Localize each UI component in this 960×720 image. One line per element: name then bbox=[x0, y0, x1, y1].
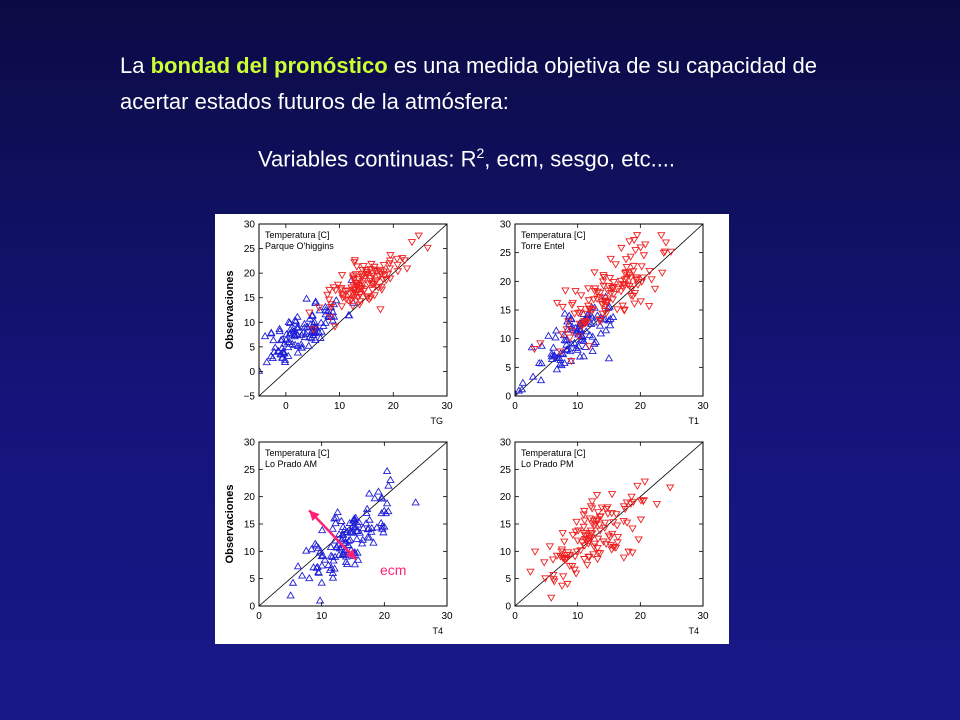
data-point bbox=[637, 299, 644, 305]
data-point bbox=[663, 240, 670, 246]
y-tick-label: 20 bbox=[499, 492, 511, 504]
continuous-variables-line bbox=[258, 145, 675, 172]
y-axis-label: Observaciones bbox=[224, 270, 236, 350]
data-point bbox=[604, 505, 611, 511]
data-point bbox=[561, 310, 568, 316]
series-red bbox=[527, 479, 674, 601]
data-point bbox=[542, 576, 549, 582]
data-point bbox=[415, 233, 422, 239]
x-tick-label: 10 bbox=[316, 611, 328, 622]
data-point bbox=[614, 307, 621, 313]
y-tick-label: 15 bbox=[243, 519, 255, 531]
data-point bbox=[530, 373, 537, 379]
data-point bbox=[638, 517, 645, 523]
data-point bbox=[607, 275, 614, 281]
y-tick-label: 5 bbox=[249, 574, 255, 586]
data-point bbox=[546, 544, 553, 550]
scatter-panel-3 bbox=[224, 438, 453, 637]
x-tick-label: 30 bbox=[441, 611, 453, 622]
data-point bbox=[554, 366, 561, 372]
data-point bbox=[668, 249, 675, 255]
data-point bbox=[591, 270, 598, 276]
scatter-figure-panel bbox=[215, 214, 729, 644]
data-point bbox=[594, 492, 601, 498]
data-point bbox=[519, 380, 526, 386]
r-squared-superscript: 2 bbox=[476, 145, 485, 161]
data-point bbox=[640, 253, 647, 259]
data-point bbox=[295, 563, 302, 569]
scatter-panel-4 bbox=[500, 438, 709, 637]
subline-start: Variables continuas: R bbox=[258, 146, 477, 172]
data-point bbox=[562, 288, 569, 294]
y-tick-label: 20 bbox=[243, 492, 255, 504]
y-tick-label: 0 bbox=[249, 366, 255, 378]
x-tick-label: 10 bbox=[572, 401, 584, 412]
x-tick-label: 10 bbox=[334, 401, 346, 412]
y-tick-label: 0 bbox=[505, 601, 511, 613]
legend-line-2: Torre Entel bbox=[521, 241, 565, 251]
data-point bbox=[581, 518, 588, 524]
highlight-term: bondad del pronóstico bbox=[150, 53, 388, 78]
data-point bbox=[573, 519, 580, 525]
legend-line-1: Temperatura [C] bbox=[265, 448, 330, 458]
data-point bbox=[541, 560, 548, 566]
ecm-annotation-label: ecm bbox=[380, 562, 407, 578]
data-point bbox=[303, 295, 310, 301]
series-red bbox=[531, 233, 674, 365]
x-tick-label: 20 bbox=[634, 401, 646, 412]
data-point bbox=[605, 355, 612, 361]
data-point bbox=[322, 556, 329, 562]
data-point bbox=[552, 334, 559, 340]
legend-line-2: Lo Prado AM bbox=[265, 459, 318, 469]
data-point bbox=[607, 256, 614, 262]
data-point bbox=[290, 579, 297, 585]
y-tick-label: 10 bbox=[243, 546, 255, 558]
data-point bbox=[641, 479, 648, 485]
data-point bbox=[366, 516, 373, 522]
data-point bbox=[584, 562, 591, 568]
data-point bbox=[667, 485, 674, 491]
data-point bbox=[385, 482, 392, 488]
data-point bbox=[375, 488, 382, 494]
data-point bbox=[614, 523, 621, 529]
data-point bbox=[594, 556, 601, 562]
data-point bbox=[404, 266, 411, 272]
y-tick-label: 25 bbox=[499, 248, 511, 260]
data-point bbox=[338, 304, 345, 310]
data-point bbox=[318, 579, 325, 585]
data-point bbox=[632, 248, 639, 254]
data-point bbox=[424, 245, 431, 251]
data-point bbox=[559, 531, 566, 537]
scatter-panel-2 bbox=[500, 220, 709, 427]
data-point bbox=[287, 592, 294, 598]
data-point bbox=[329, 525, 336, 531]
x-axis-label: TG bbox=[430, 416, 443, 426]
y-tick-label: 25 bbox=[243, 464, 255, 476]
data-point bbox=[620, 555, 627, 561]
x-tick-label: 30 bbox=[441, 401, 453, 412]
y-tick-label: 0 bbox=[505, 391, 511, 403]
data-point bbox=[353, 536, 360, 542]
data-point bbox=[646, 269, 653, 275]
data-point bbox=[399, 256, 406, 262]
data-point bbox=[585, 286, 592, 292]
y-tick-label: 20 bbox=[499, 276, 511, 288]
data-point bbox=[569, 532, 576, 538]
data-point bbox=[634, 483, 641, 489]
y-axis-label: Observaciones bbox=[224, 484, 236, 564]
y-tick-label: 0 bbox=[249, 601, 255, 613]
legend-line-1: Temperatura [C] bbox=[521, 230, 586, 240]
scatter-plots-figure bbox=[215, 214, 729, 644]
data-point bbox=[597, 528, 604, 534]
data-point bbox=[548, 595, 555, 601]
y-tick-label: 15 bbox=[499, 519, 511, 531]
data-point bbox=[638, 264, 645, 270]
x-tick-label: 20 bbox=[387, 401, 399, 412]
series-blue bbox=[287, 468, 419, 603]
data-point bbox=[561, 539, 568, 545]
data-point bbox=[334, 509, 341, 515]
data-point bbox=[319, 562, 326, 568]
data-point bbox=[648, 277, 655, 283]
data-point bbox=[623, 257, 630, 263]
y-tick-label: 15 bbox=[499, 305, 511, 317]
data-point bbox=[263, 359, 270, 365]
data-point bbox=[339, 273, 346, 279]
y-tick-label: 10 bbox=[243, 317, 255, 329]
data-point bbox=[317, 597, 324, 603]
y-tick-label: −5 bbox=[243, 391, 255, 403]
data-point bbox=[305, 343, 312, 349]
subline-end: , ecm, sesgo, etc.... bbox=[484, 146, 676, 172]
data-point bbox=[612, 262, 619, 268]
data-point bbox=[527, 569, 534, 575]
y-tick-label: 25 bbox=[243, 244, 255, 256]
data-point bbox=[380, 529, 387, 535]
data-point bbox=[629, 526, 636, 532]
data-point bbox=[635, 537, 642, 543]
data-point bbox=[578, 293, 585, 299]
data-point bbox=[658, 233, 665, 239]
data-point bbox=[550, 344, 557, 350]
x-tick-label: 0 bbox=[512, 611, 518, 622]
y-tick-label: 25 bbox=[499, 464, 511, 476]
data-point bbox=[609, 492, 616, 498]
y-tick-label: 15 bbox=[243, 293, 255, 305]
data-point bbox=[327, 544, 334, 550]
data-point bbox=[532, 549, 539, 555]
data-point bbox=[510, 388, 517, 394]
x-tick-label: 0 bbox=[283, 401, 289, 412]
data-point bbox=[377, 307, 384, 313]
intro-text-rest: es una medida objetiva de su capacidad de acertar estados futuros de la atmósfera: bbox=[120, 53, 818, 114]
x-axis-label: T1 bbox=[688, 416, 699, 426]
data-point bbox=[409, 240, 416, 246]
x-tick-label: 10 bbox=[572, 611, 584, 622]
y-tick-label: 5 bbox=[505, 574, 511, 586]
data-point bbox=[387, 477, 394, 483]
data-point bbox=[652, 286, 659, 292]
legend-line-1: Temperatura [C] bbox=[265, 230, 330, 240]
y-tick-label: 30 bbox=[499, 219, 511, 231]
data-point bbox=[631, 301, 638, 307]
data-point bbox=[384, 468, 391, 474]
data-point bbox=[545, 333, 552, 339]
y-tick-label: 10 bbox=[499, 334, 511, 346]
y-tick-label: 20 bbox=[243, 268, 255, 280]
y-tick-label: 30 bbox=[243, 437, 255, 449]
y-tick-label: 30 bbox=[243, 219, 255, 231]
x-tick-label: 0 bbox=[512, 401, 518, 412]
data-point bbox=[306, 575, 313, 581]
data-point bbox=[550, 557, 557, 563]
data-point bbox=[560, 574, 567, 580]
data-point bbox=[538, 377, 545, 383]
data-point bbox=[646, 304, 653, 310]
data-point bbox=[245, 360, 252, 366]
intro-text bbox=[120, 48, 880, 120]
y-tick-label: 5 bbox=[249, 342, 255, 354]
data-point bbox=[553, 327, 560, 333]
data-point bbox=[635, 282, 642, 288]
y-tick-label: 5 bbox=[505, 362, 511, 374]
x-tick-label: 20 bbox=[378, 611, 390, 622]
scatter-panel-1 bbox=[224, 220, 453, 427]
x-tick-label: 20 bbox=[634, 611, 646, 622]
legend-line-2: Parque O'higgins bbox=[265, 241, 334, 251]
data-point bbox=[618, 245, 625, 251]
x-axis-label: T4 bbox=[432, 626, 443, 636]
data-point bbox=[626, 239, 633, 245]
data-point bbox=[559, 583, 566, 589]
legend-line-2: Lo Prado PM bbox=[521, 459, 574, 469]
data-point bbox=[366, 490, 373, 496]
data-point bbox=[640, 275, 647, 281]
data-point bbox=[559, 304, 566, 310]
data-point bbox=[412, 499, 419, 505]
data-point bbox=[299, 572, 306, 578]
x-tick-label: 30 bbox=[697, 401, 709, 412]
x-tick-label: 0 bbox=[256, 611, 262, 622]
data-point bbox=[356, 302, 363, 308]
data-point bbox=[654, 502, 661, 508]
y-tick-label: 30 bbox=[499, 437, 511, 449]
x-tick-label: 30 bbox=[697, 611, 709, 622]
y-tick-label: 10 bbox=[499, 546, 511, 558]
data-point bbox=[659, 270, 666, 276]
legend-line-1: Temperatura [C] bbox=[521, 448, 586, 458]
intro-text-start: La bbox=[120, 53, 151, 78]
data-point bbox=[270, 337, 277, 343]
x-axis-label: T4 bbox=[688, 626, 699, 636]
